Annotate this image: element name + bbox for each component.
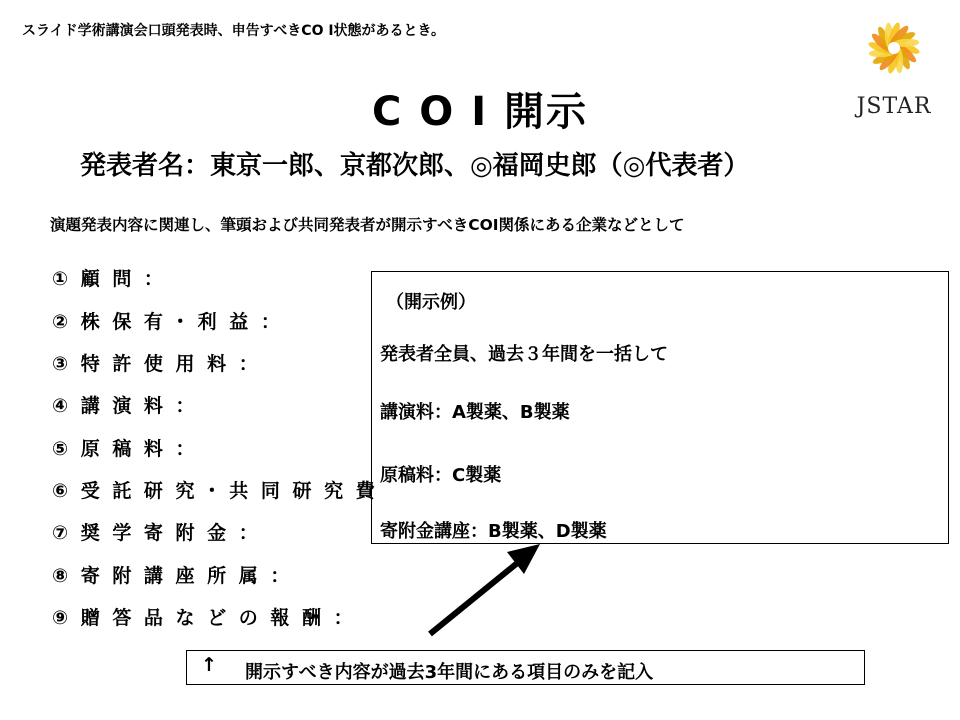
coi-item: ② 株 保 有 ･ 利 益 ：	[52, 311, 283, 333]
coi-item: ③ 特 許 使 用 料 ：	[52, 353, 261, 375]
example-line: 発表者全員、過去３年間を一括して	[380, 344, 668, 365]
example-line: 原稿料：C製薬	[380, 465, 502, 486]
example-heading: （開示例）	[386, 292, 476, 313]
coi-item: ① 顧 問 ：	[52, 268, 166, 290]
up-arrow-icon: ↑	[201, 654, 217, 676]
coi-item: ⑨ 贈 答 品 な ど の 報 酬 ：	[52, 607, 356, 629]
header-note: スライド学術講演会口頭発表時、申告すべきCO I状態があるとき。	[22, 23, 445, 39]
example-line: 寄附金講座：B製薬、D製薬	[380, 521, 607, 542]
coi-item: ⑧ 寄 附 講 座 所 属 ：	[52, 565, 293, 587]
coi-item: ⑥ 受 託 研 究 ･ 共 同 研 究 費	[52, 480, 378, 502]
example-line: 講演料：A製薬、B製薬	[380, 402, 570, 423]
logo-text: JSTAR	[856, 94, 932, 119]
bottom-note-text: 開示すべき内容が過去3年間にある項目のみを記入	[245, 662, 654, 683]
bottom-note-box	[186, 650, 865, 685]
presenters-line: 発表者名：東京一郎、京都次郎、◎福岡史郎（◎代表者）	[80, 151, 750, 181]
page-title: C O I 開示	[371, 89, 589, 135]
intro-text: 演題発表内容に関連し、筆頭および共同発表者が開示すべきCOI関係にある企業などとして	[50, 216, 685, 234]
coi-item: ⑤ 原 稿 料 ：	[52, 438, 198, 460]
coi-item: ⑦ 奨 学 寄 附 金 ：	[52, 522, 261, 544]
arrow-shaft	[430, 560, 521, 634]
coi-item: ④ 講 演 料 ：	[52, 395, 198, 417]
